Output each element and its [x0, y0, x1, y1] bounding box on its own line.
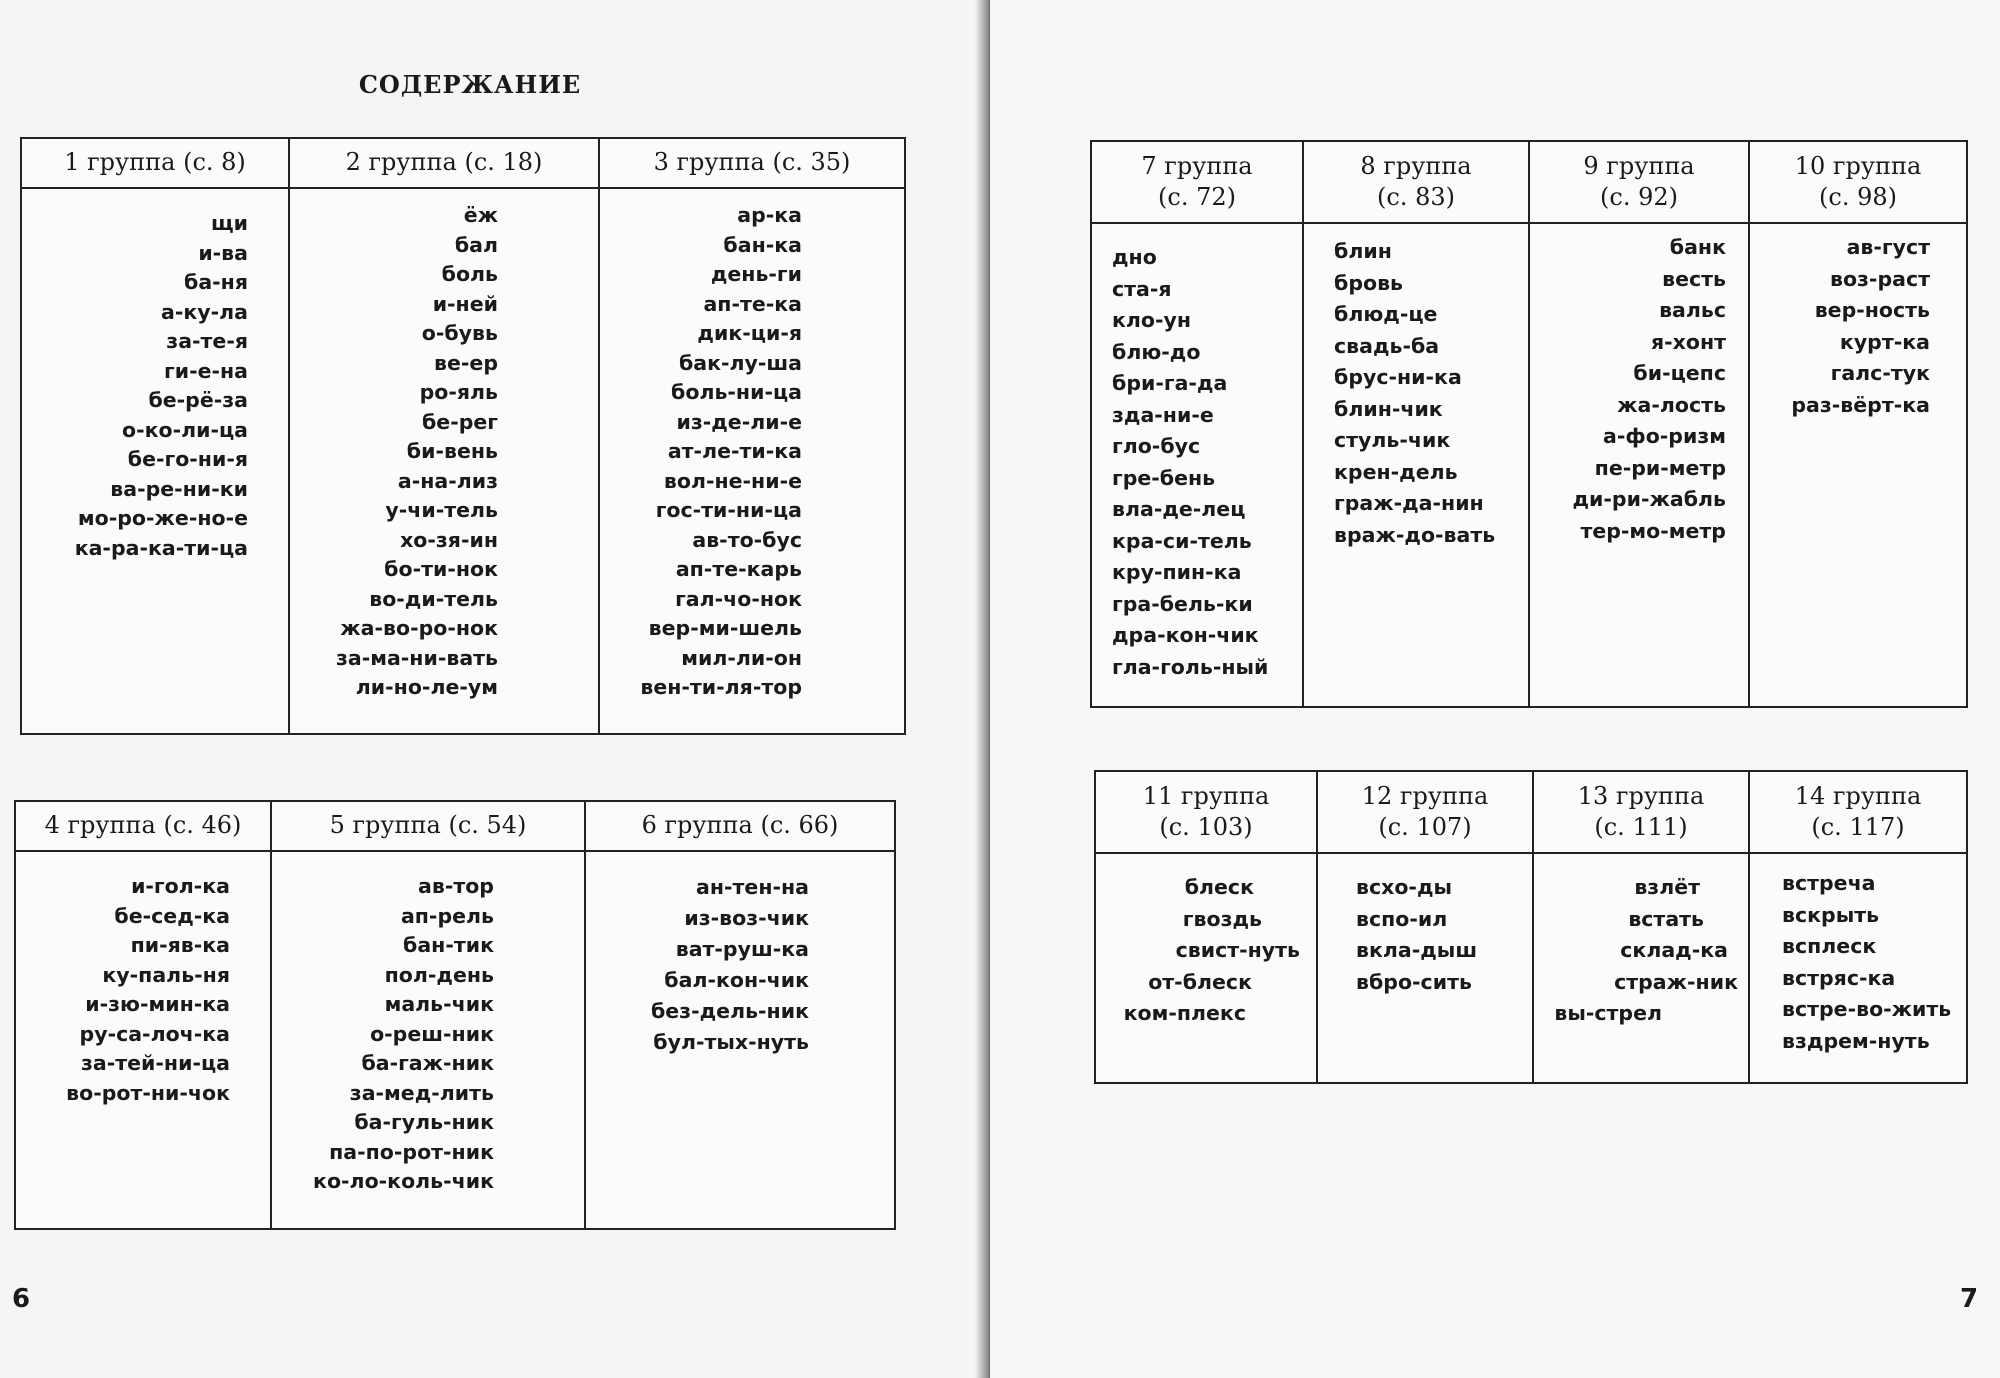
- header-group-label: 7 группа: [1141, 151, 1253, 180]
- word: пол-день: [384, 962, 494, 987]
- word-column-group-5: [272, 852, 586, 1228]
- page-number-left: 6: [12, 1284, 31, 1314]
- word: враж-до-вать: [1334, 522, 1496, 547]
- word: встряс-ка: [1782, 965, 1896, 990]
- contents-table-groups-1-3: [20, 137, 906, 735]
- header-page-ref: (с. 103): [1159, 813, 1253, 841]
- table-header-row: [1096, 772, 1966, 854]
- word: вен-ти-ля-тор: [640, 675, 802, 699]
- word: бе-сед-ка: [114, 903, 230, 928]
- word: бе-рег: [421, 409, 498, 434]
- header-group-label: 11 группа: [1142, 781, 1270, 810]
- word: дик-ци-я: [697, 321, 802, 345]
- word: встре-во-жить: [1782, 997, 1952, 1021]
- word: из-де-ли-е: [676, 409, 802, 434]
- word: блеск: [1184, 875, 1254, 899]
- word: блюд-це: [1334, 302, 1438, 326]
- header-group-label: 14 группа: [1794, 781, 1922, 810]
- word: па-по-рот-ник: [329, 1139, 494, 1164]
- word: бри-га-да: [1112, 371, 1228, 395]
- word-column-group-11: [1096, 854, 1318, 1082]
- word: всплеск: [1782, 934, 1877, 958]
- left-page: [0, 0, 990, 1378]
- word: о-реш-ник: [370, 1021, 494, 1046]
- header-page-ref: (с. 83): [1377, 183, 1455, 211]
- word: встать: [1628, 906, 1704, 931]
- word: ав-густ: [1846, 235, 1930, 259]
- word: ги-е-на: [164, 358, 248, 383]
- header-group-label: 9 группа: [1583, 151, 1695, 180]
- word: бе-рё-за: [148, 388, 248, 412]
- header-group-8: [1304, 142, 1530, 222]
- word: от-блеск: [1148, 969, 1252, 994]
- word-column-group-14: [1750, 854, 1966, 1082]
- word: о-ко-ли-ца: [121, 417, 248, 442]
- word: ап-рель: [400, 903, 494, 928]
- word: ста-я: [1112, 276, 1172, 301]
- word: боль-ни-ца: [671, 380, 802, 404]
- word: во-рот-ни-чок: [66, 1080, 230, 1105]
- word: вальс: [1659, 298, 1726, 322]
- word: а-фо-ризм: [1603, 424, 1726, 448]
- contents-table-groups-11-14: [1094, 770, 1968, 1084]
- word: кру-пин-ка: [1112, 560, 1242, 584]
- word: ап-те-ка: [703, 291, 802, 316]
- header-group-2: 2 группа (с. 18): [290, 139, 600, 187]
- header-page-ref: (с. 117): [1811, 813, 1905, 841]
- header-group-14: [1750, 772, 1966, 852]
- word: галс-тук: [1830, 361, 1930, 385]
- word: гра-бель-ки: [1112, 591, 1253, 616]
- word: ка-ра-ка-ти-ца: [74, 535, 248, 560]
- word: вскрыть: [1782, 902, 1880, 927]
- word: кра-си-тель: [1112, 528, 1252, 553]
- word: ба-гаж-ник: [361, 1051, 494, 1075]
- header-page-ref: (с. 111): [1594, 813, 1688, 841]
- word: вер-ность: [1814, 298, 1930, 322]
- header-group-label: 12 группа: [1361, 781, 1489, 810]
- header-group-5: 5 группа (с. 54): [272, 802, 586, 850]
- header-group-4: 4 группа (с. 46): [16, 802, 272, 850]
- right-page: [990, 0, 2000, 1378]
- table-header-row: [22, 139, 904, 189]
- word: за-тей-ни-ца: [81, 1051, 230, 1075]
- word: мо-ро-же-но-е: [77, 506, 248, 530]
- word: боль: [441, 262, 498, 286]
- word: свист-нуть: [1175, 938, 1300, 962]
- word: я-хонт: [1650, 329, 1726, 354]
- header-group-label: 10 группа: [1794, 151, 1922, 180]
- header-group-9: [1530, 142, 1750, 222]
- word: из-воз-чик: [684, 906, 809, 930]
- word: за-ма-ни-вать: [335, 645, 498, 670]
- word-column-group-7: [1092, 224, 1304, 706]
- word: ро-яль: [419, 380, 498, 404]
- word: бровь: [1334, 270, 1404, 295]
- header-group-label: 13 группа: [1577, 781, 1705, 810]
- word: блин: [1334, 239, 1392, 263]
- word: ли-но-ле-ум: [355, 675, 498, 699]
- word: гос-ти-ни-ца: [655, 498, 802, 522]
- header-group-13: [1534, 772, 1750, 852]
- word: банк: [1669, 235, 1726, 259]
- word: у-чи-тель: [385, 498, 498, 522]
- word: крен-дель: [1334, 459, 1458, 484]
- word: гре-бень: [1112, 465, 1216, 490]
- word: стуль-чик: [1334, 428, 1451, 452]
- header-group-3: 3 группа (с. 35): [653, 148, 851, 177]
- word: за-мед-лить: [349, 1080, 494, 1105]
- word: вол-не-ни-е: [663, 468, 802, 493]
- word: зда-ни-е: [1112, 402, 1214, 427]
- word: би-цепс: [1633, 361, 1726, 385]
- word: блю-до: [1112, 339, 1201, 364]
- word: и-ва: [198, 240, 248, 265]
- word: ва-ре-ни-ки: [110, 476, 248, 501]
- word: весть: [1662, 266, 1726, 291]
- header-group-11: [1096, 772, 1318, 852]
- word: жа-во-ро-нок: [340, 616, 498, 640]
- word: щи: [210, 211, 248, 235]
- word: пе-ри-метр: [1594, 455, 1726, 480]
- word: брус-ни-ка: [1334, 365, 1462, 389]
- word: би-вень: [406, 439, 498, 463]
- word: а-ку-ла: [161, 299, 248, 324]
- word: и-зю-мин-ка: [85, 992, 230, 1016]
- word: граж-да-нин: [1334, 491, 1484, 515]
- word: склад-ка: [1620, 938, 1728, 962]
- word: во-ди-тель: [369, 586, 498, 611]
- word: ап-те-карь: [675, 557, 802, 581]
- word: гла-голь-ный: [1112, 654, 1269, 679]
- word: о-бувь: [421, 321, 498, 345]
- word-column-group-12: [1318, 854, 1534, 1082]
- word: ве-ер: [434, 350, 498, 375]
- table-header-row: [1092, 142, 1966, 224]
- word: хо-зя-ин: [400, 527, 498, 552]
- word: ко-ло-коль-чик: [313, 1169, 494, 1193]
- word-column-group-9: [1530, 224, 1750, 706]
- word: маль-чик: [384, 992, 494, 1016]
- word: ват-руш-ка: [675, 937, 809, 961]
- word-column-group-8: [1304, 224, 1530, 706]
- word: мил-ли-он: [681, 645, 802, 670]
- word: ав-тор: [418, 874, 494, 898]
- word: ди-ри-жабль: [1572, 487, 1726, 511]
- contents-table-groups-7-10: [1090, 140, 1968, 708]
- word-column-group-1: [22, 189, 290, 733]
- word: бал: [454, 232, 498, 257]
- word: всхо-ды: [1356, 875, 1453, 899]
- page-title: СОДЕРЖАНИЕ: [358, 70, 582, 99]
- word: вбро-сить: [1356, 969, 1472, 994]
- word: тер-мо-метр: [1580, 518, 1726, 543]
- word: гал-чо-нок: [675, 586, 802, 611]
- word: вер-ми-шель: [648, 616, 802, 640]
- word: вкла-дыш: [1356, 938, 1478, 962]
- word: бо-ти-нок: [384, 557, 498, 581]
- header-group-7: [1092, 142, 1304, 222]
- word-column-group-4: [16, 852, 272, 1228]
- word-column-group-2: [290, 189, 600, 733]
- word: бал-кон-чик: [664, 968, 809, 992]
- word: дра-кон-чик: [1112, 623, 1259, 647]
- word: и-гол-ка: [131, 874, 230, 898]
- contents-table-groups-4-6: [14, 800, 896, 1230]
- word: дно: [1112, 245, 1157, 269]
- word: вла-де-лец: [1112, 497, 1246, 521]
- word: бан-тик: [403, 933, 494, 957]
- word: бак-лу-ша: [678, 350, 802, 375]
- header-page-ref: (с. 107): [1378, 813, 1472, 841]
- word: пи-яв-ка: [130, 933, 230, 957]
- word: ба-гуль-ник: [354, 1110, 494, 1134]
- word-column-group-3: [600, 189, 904, 733]
- word: ан-тен-на: [696, 875, 809, 899]
- word: ёж: [463, 203, 498, 227]
- header-group-6: 6 группа (с. 66): [641, 811, 839, 840]
- word: бан-ка: [723, 232, 802, 257]
- word: раз-вёрт-ка: [1791, 392, 1930, 417]
- word: кло-ун: [1112, 308, 1192, 332]
- header-group-12: [1318, 772, 1534, 852]
- header-group-1: 1 группа (с. 8): [22, 139, 290, 187]
- header-page-ref: (с. 98): [1819, 183, 1897, 211]
- word: встреча: [1782, 871, 1876, 895]
- word: ком-плекс: [1123, 1001, 1246, 1025]
- header-group-label: 8 группа: [1360, 151, 1472, 180]
- word-column-group-6: [586, 852, 894, 1228]
- header-page-ref: (с. 92): [1600, 183, 1678, 211]
- word: вспо-ил: [1356, 906, 1448, 931]
- word: страж-ник: [1614, 969, 1738, 994]
- word: жа-лость: [1617, 392, 1726, 417]
- page-number-right: 7: [1960, 1284, 1979, 1314]
- word: ру-са-лоч-ка: [79, 1021, 230, 1046]
- word: без-дель-ник: [650, 999, 809, 1023]
- word: блин-чик: [1334, 396, 1443, 421]
- word: свадь-ба: [1334, 333, 1440, 358]
- word: вы-стрел: [1554, 1001, 1662, 1025]
- word: ку-паль-ня: [102, 962, 230, 987]
- word: а-на-лиз: [397, 468, 498, 493]
- header-group-10: [1750, 142, 1966, 222]
- word: воз-раст: [1829, 266, 1930, 291]
- word: ба-ня: [184, 270, 248, 294]
- word: ат-ле-ти-ка: [667, 439, 802, 463]
- word: ав-то-бус: [692, 527, 802, 552]
- word-column-group-13: [1534, 854, 1750, 1082]
- word: за-те-я: [166, 329, 248, 353]
- word: взлёт: [1634, 875, 1700, 899]
- word: бул-тых-нуть: [653, 1030, 809, 1054]
- word-column-group-10: [1750, 224, 1966, 706]
- word: гло-бус: [1112, 434, 1201, 458]
- word: вздрем-нуть: [1782, 1028, 1930, 1053]
- word: день-ги: [710, 262, 802, 286]
- table-header-row: [16, 802, 894, 852]
- word: бе-го-ни-я: [127, 447, 248, 471]
- word: курт-ка: [1839, 329, 1930, 354]
- header-page-ref: (с. 72): [1158, 183, 1236, 211]
- word: гвоздь: [1182, 906, 1262, 931]
- word: ар-ка: [737, 203, 802, 227]
- word: и-ней: [432, 291, 498, 316]
